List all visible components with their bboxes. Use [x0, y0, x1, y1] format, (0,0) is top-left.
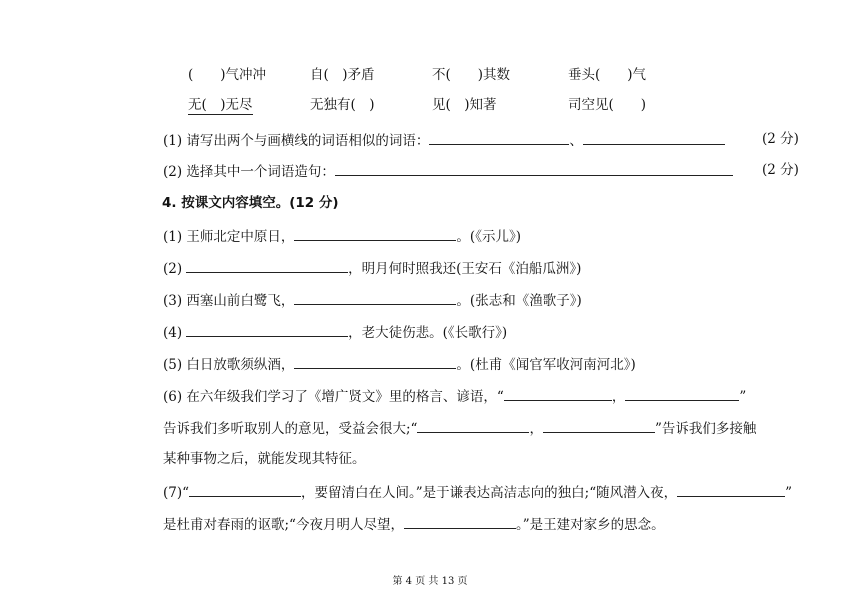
question-1: [163, 130, 725, 150]
fill-item-5: [163, 354, 636, 374]
answer-blank[interactable]: [404, 514, 516, 529]
item-text: (5) 白日放歌须纵酒，: [163, 357, 295, 373]
item-text: ，老大徒伤悲。(《长歌行》): [348, 325, 508, 341]
answer-blank[interactable]: [543, 418, 655, 433]
item-text: (4): [163, 325, 183, 341]
item-text: ，: [529, 421, 543, 437]
item-text: 。”是王建对家乡的思念。: [515, 517, 665, 533]
item-text: ，: [611, 389, 626, 405]
answer-blank[interactable]: [294, 226, 456, 241]
item-text: 。(张志和《渔歌子》): [456, 293, 582, 309]
answer-blank[interactable]: [504, 386, 612, 401]
answer-blank[interactable]: [583, 130, 725, 145]
page-footer: 第 4 页 共 13 页: [392, 576, 468, 587]
fill-item-3: [163, 290, 582, 310]
fill-item-7-cont: [163, 514, 665, 534]
fill-item-6-end: 某种事物之后，就能发现其特征。: [163, 451, 366, 467]
item-text: ，要留清白在人间。”是于谦表达高洁志向的独白;“随风潜入夜，: [301, 485, 678, 501]
answer-blank[interactable]: [294, 290, 456, 305]
idiom-5-underlined: 无( )无尽: [188, 97, 253, 113]
answer-blank[interactable]: [625, 386, 739, 401]
idiom-6: 无独有( ): [310, 97, 375, 113]
question-1-text: (1) 请写出两个与画横线的词语相似的词语：: [163, 133, 430, 149]
fill-item-7: [163, 482, 792, 502]
fill-item-6-cont: [163, 418, 756, 438]
item-text: (7)“: [163, 485, 190, 501]
question-2: [163, 161, 733, 181]
item-text: 。(《示儿》): [456, 229, 521, 245]
idiom-3: 不( )其数: [432, 67, 511, 83]
item-text: ”告诉我们多接触: [654, 421, 757, 437]
question-1-score: (2 分): [762, 131, 799, 147]
idiom-8: 司空见( ): [568, 97, 647, 113]
idiom-2: 自( )矛盾: [310, 67, 375, 83]
item-text: 是杜甫对春雨的讴歌;“今夜月明人尽望，: [163, 517, 404, 533]
answer-blank[interactable]: [429, 130, 569, 145]
section-4-title: 4. 按课文内容填空。(12 分): [162, 195, 339, 211]
fill-item-2: [163, 258, 581, 278]
item-text: ”: [785, 485, 793, 501]
item-text: (3) 西塞山前白鹭飞，: [163, 293, 295, 309]
item-text: (6) 在六年级我们学习了《增广贤文》里的格言、谚语，“: [163, 389, 504, 405]
fill-item-1: [163, 226, 521, 246]
answer-blank[interactable]: [335, 161, 733, 176]
answer-blank[interactable]: [294, 354, 456, 369]
idiom-4: 垂头( )气: [568, 67, 647, 83]
question-2-text: (2) 选择其中一个词语造句：: [163, 164, 335, 180]
item-text: ，明月何时照我还(王安石《泊船瓜洲》): [348, 261, 582, 277]
item-text: 告诉我们多听取别人的意见，受益会很大;“: [163, 421, 418, 437]
question-2-score: (2 分): [762, 162, 799, 178]
answer-blank[interactable]: [189, 482, 301, 497]
answer-blank[interactable]: [677, 482, 785, 497]
fill-item-4: [163, 322, 507, 342]
item-text: (1) 王师北定中原日，: [163, 229, 295, 245]
answer-blank[interactable]: [186, 322, 348, 337]
answer-blank[interactable]: [417, 418, 529, 433]
idiom-1: ( )气冲冲: [188, 67, 267, 83]
item-text: 。(杜甫《闻官军收河南河北》): [456, 357, 636, 373]
answer-blank[interactable]: [186, 258, 348, 273]
separator: 、: [569, 133, 583, 149]
idiom-7: 见( )知著: [432, 97, 497, 113]
item-text: (2): [163, 261, 183, 277]
fill-item-6: [163, 386, 746, 406]
item-text: ”: [739, 389, 747, 405]
